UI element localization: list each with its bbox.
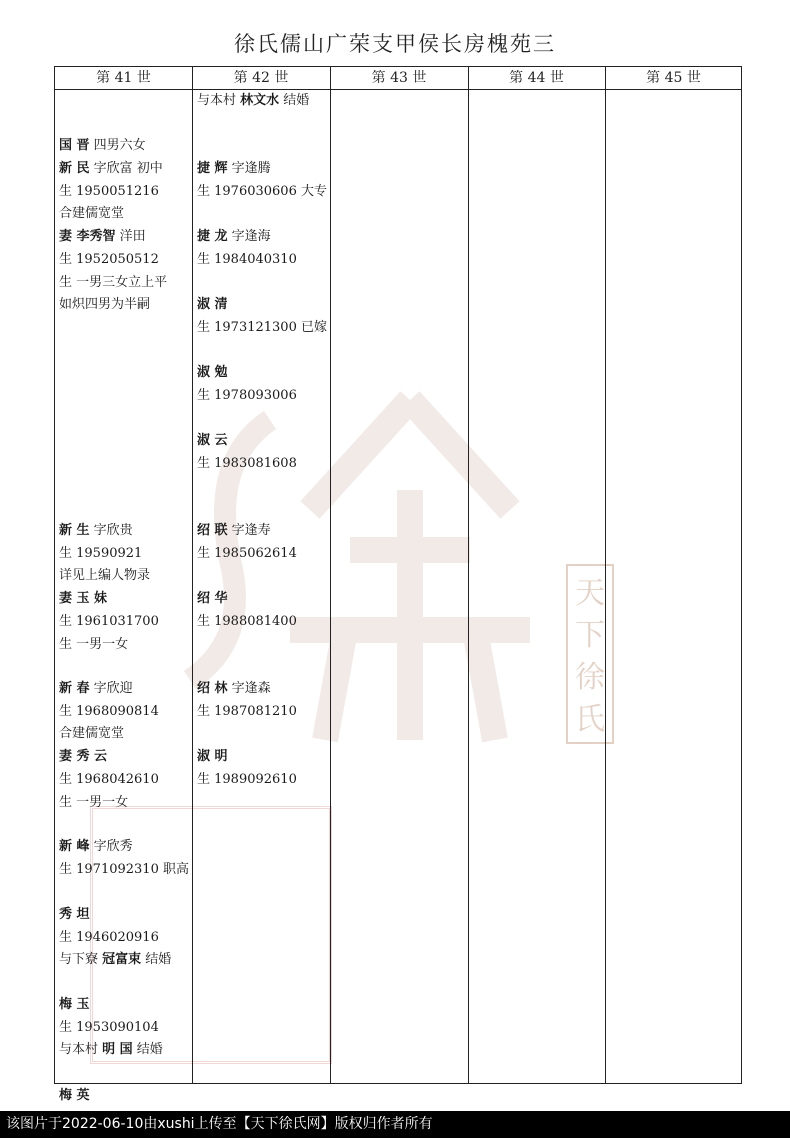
entry-line [59,927,171,950]
entry-line [59,1017,163,1040]
entry-text: 与下寮 [59,952,103,968]
entry-text: 生 1985062614 [197,545,297,561]
entry-line [59,1039,163,1062]
person-entry [197,678,297,723]
column-divider [605,67,606,1083]
person-entry [197,158,327,203]
entry-text: 生 1976030606 大专 [197,183,327,199]
entry-text: 详见上编人物录 [59,568,151,584]
entry-line [59,520,159,543]
person-entry [197,362,297,407]
person-name: 李秀智 [76,229,116,245]
entry-text: 结婚 [132,1042,163,1058]
entry-line [59,158,167,181]
column-divider [468,67,469,1083]
entry-text: 生 1988081400 [197,613,297,629]
entry-text: 生 1978093006 [197,387,297,403]
entry-text: 字欣秀 [89,839,133,854]
entry-text: 生 1952050512 [59,251,159,267]
entry-line [59,723,159,746]
column-header-43: 第 43 世 [371,70,427,86]
person-entry [59,520,159,656]
entry-line [197,701,297,724]
person-name: 绍 林 [197,681,228,696]
entry-text: 生 1953090104 [59,1019,159,1035]
seal-char: 下 [575,618,605,653]
entry-text: 生 1968090814 [59,703,159,719]
entry-line [59,792,159,815]
entry-text: 结婚 [141,952,172,968]
entry-text: 洋田 [115,229,146,245]
person-name: 新 民 [59,161,90,176]
person-name: 新 生 [59,523,90,538]
entry-text: 合建儒宽堂 [59,726,125,742]
entry-line [197,317,327,340]
person-entry [59,1085,90,1108]
entry-line [197,543,297,566]
person-entry [59,135,146,158]
person-entry [197,294,327,339]
copyright-footer: 该图片于2022-06-10由xushi上传至【天下徐氏网】版权归作者所有 [0,1111,790,1138]
entry-line [197,249,297,272]
person-entry [197,588,297,633]
entry-line [59,249,167,272]
entry-line [197,226,297,249]
person-name: 秀 坦 [59,907,90,922]
person-name: 淑 勉 [197,365,228,380]
entry-text: 与本村 [197,93,241,108]
entry-line [59,588,159,611]
person-name: 明 国 [102,1042,133,1058]
person-name: 新 峰 [59,839,90,854]
entry-line [59,769,159,792]
entry-line [59,543,159,566]
generation-42-column [193,90,330,1083]
entry-line [197,678,297,701]
entry-text: 生 1973121300 已嫁 [197,319,327,335]
entry-text: 生 1961031700 [59,613,159,629]
person-name: 妻 玉 妹 [59,591,108,607]
entry-text: 字逢腾 [227,161,271,176]
person-name: 妻 秀 云 [59,749,108,765]
entry-line [59,836,189,859]
entry-text: 生 1987081210 [197,703,297,719]
column-header-45: 第 45 世 [646,70,701,86]
entry-text: 字逢寿 [227,523,271,538]
entry-text: 字逢森 [227,681,271,696]
entry-line [197,430,297,453]
seal-char: 氏 [575,702,605,737]
entry-line [59,181,167,204]
entry-line [59,294,167,317]
column-divider [330,67,331,1083]
entry-text: 生 1946020916 [59,929,159,945]
entry-line [197,746,297,769]
entry-line [197,294,327,317]
column-header-41: 第 41 世 [96,70,151,86]
entry-line [59,226,167,249]
entry-text: 四男六女 [89,138,146,153]
entry-text: 如炽四男为半嗣 [59,297,151,313]
person-entry [59,678,159,814]
person-name: 梅 玉 [59,997,90,1012]
person-entry [197,520,297,565]
person-name: 淑 清 [197,297,228,312]
entry-line [59,203,167,226]
person-name: 新 春 [59,681,90,696]
generation-41-column [55,90,192,1103]
entry-line [59,272,167,295]
entry-line [59,904,171,927]
entry-line [197,588,297,611]
entry-line [59,634,159,657]
entry-text: 生 一男一女 [59,794,129,810]
entry-line [197,385,297,408]
entry-text: 字欣迎 [89,681,133,696]
entry-line [197,611,297,634]
entry-line [59,994,163,1017]
entry-text: 生 1984040310 [197,251,297,267]
entry-line [59,565,159,588]
column-header-42: 第 42 世 [233,70,289,86]
column-header-44: 第 44 世 [509,70,564,86]
entry-line [59,1085,90,1108]
entry-line [59,135,146,158]
entry-text: 生 1968042610 [59,771,159,787]
person-name: 淑 明 [197,749,228,764]
entry-text: 生 1983081608 [197,455,297,471]
person-entry [197,430,297,475]
person-name: 国 晋 [59,138,90,153]
entry-line [59,701,159,724]
seal-char: 天 [575,576,605,611]
person-entry [197,90,309,113]
genealogy-table [54,66,742,1103]
entry-line [197,90,309,113]
entry-text: 与本村 [59,1042,103,1058]
person-entry [197,746,297,791]
person-entry [59,994,163,1062]
entry-text: 字欣富 初中 [89,161,163,176]
entry-line [197,769,297,792]
entry-text: 生 1950051216 [59,183,159,199]
entry-line [59,949,171,972]
person-entry [59,904,171,972]
person-name: 淑 云 [197,433,228,448]
entry-line [59,678,159,701]
entry-text: 合建儒宽堂 [59,206,125,222]
page-title: 徐氏儒山广荣支甲侯长房槐苑三 [234,32,556,56]
person-name: 捷 辉 [197,161,228,176]
person-name: 冠富束 [102,952,142,968]
entry-line [59,746,159,769]
entry-line [197,362,297,385]
person-name: 捷 龙 [197,229,228,244]
person-name: 妻 [59,229,77,245]
entry-line [197,158,327,181]
person-name: 梅 英 [59,1088,90,1103]
person-entry [59,836,189,881]
entry-text: 生 1971092310 职高 [59,861,189,877]
entry-line [59,611,159,634]
entry-text: 生 一男三女立上平 [59,274,168,290]
entry-line [197,453,297,476]
entry-line [59,859,189,882]
person-name: 绍 华 [197,591,228,606]
entry-text: 字逢海 [227,229,271,244]
person-name: 绍 联 [197,523,228,538]
entry-text: 生 1989092610 [197,771,297,787]
entry-line [197,181,327,204]
person-entry [197,226,297,271]
entry-text: 生 19590921 [59,545,143,561]
entry-line [197,520,297,543]
entry-text: 字欣贵 [89,523,133,538]
seal-char: 徐 [575,660,605,695]
person-entry [59,158,167,317]
entry-text: 生 一男一女 [59,636,129,652]
entry-text: 结婚 [279,93,310,108]
person-name: 林文水 [240,93,280,108]
